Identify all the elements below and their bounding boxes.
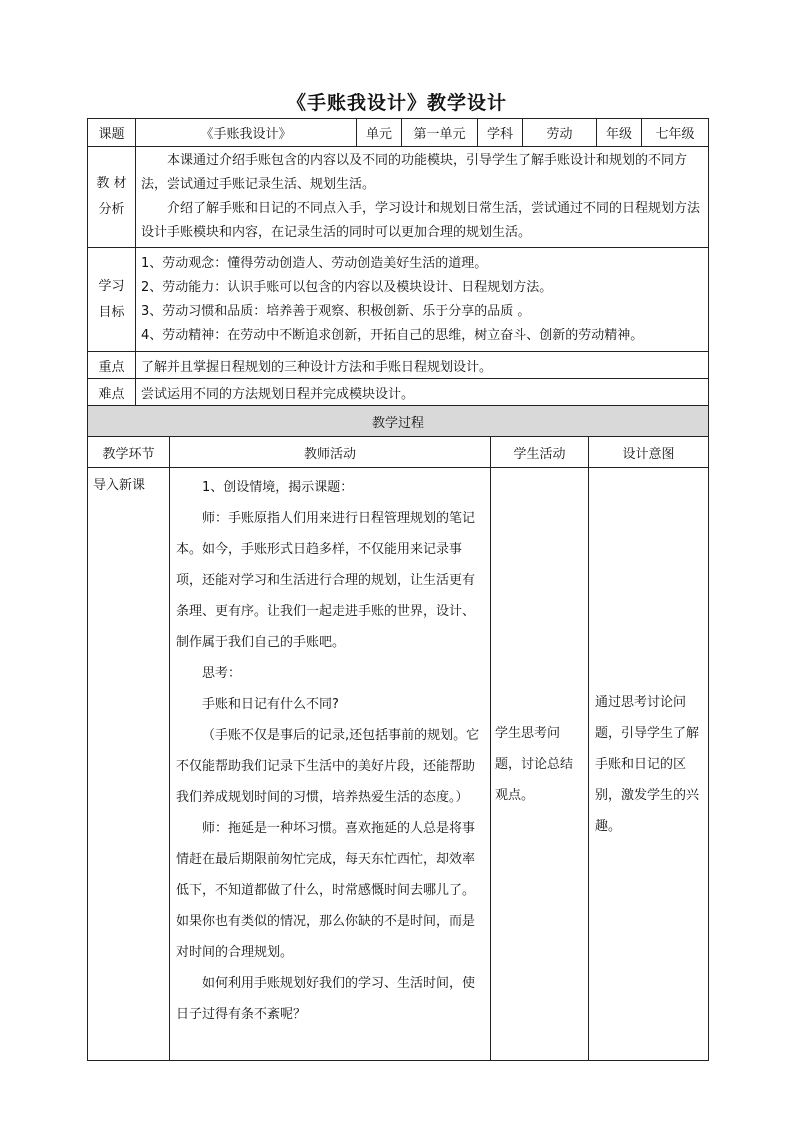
subject-label: 学科 (478, 119, 523, 147)
difficulty-text: 尝试运用不同的方法规划日程并完成模块设计。 (136, 379, 709, 406)
teacher-paragraph: 手账和日记有什么不同? (202, 697, 339, 712)
grade-label: 年级 (597, 119, 642, 147)
goals-content (136, 248, 709, 352)
goals-label: 学习 目标 (88, 248, 136, 352)
unit-label: 单元 (357, 119, 402, 147)
teacher-paragraph: 师：手账原指人们用来进行日程管理规划的笔记本。如今，手账形式日趋多样，不仅能用来记录事项，还能对学习和生活进行合理的规划，让生活更有条理、更有序。让我们一起走进手账的世界，设计、制作属于我们自己的手账吧。 (176, 511, 476, 650)
grade-value: 七年级 (642, 119, 709, 147)
header-teacher: 教师活动 (170, 437, 491, 468)
difficulty-row (88, 379, 709, 406)
topic-value: 《手账我设计》 (136, 119, 357, 147)
info-row (88, 119, 709, 147)
topic-label: 课题 (88, 119, 136, 147)
process-row (88, 468, 709, 1061)
teacher-paragraph: 1、创设情境，揭示课题： (202, 480, 354, 495)
process-table (87, 405, 709, 1061)
key-point-text: 了解并且掌握日程规划的三种设计方法和手账日程规划设计。 (136, 352, 709, 379)
analysis-row (88, 147, 709, 248)
goals-row (88, 248, 709, 352)
key-point-row (88, 352, 709, 379)
teacher-paragraph: （手账不仅是事后的记录,还包括事前的规划。它不仅能帮助我们记录下生活中的美好片段，还能帮助我们养成规划时间的习惯，培养热爱生活的态度。） (176, 728, 480, 805)
header-stage: 教学环节 (88, 437, 170, 468)
teacher-paragraph: 如何利用手账规划好我们的学习、生活时间，使日子过得有条不紊呢？ (176, 976, 476, 1022)
info-table (87, 118, 709, 406)
goal-item: 1、劳动观念：懂得劳动创造人、劳动创造美好生活的道理。 (141, 255, 488, 271)
teacher-activity (170, 468, 491, 1061)
process-header-row (88, 437, 709, 468)
key-point-label: 重点 (88, 352, 136, 379)
analysis-content (136, 147, 709, 248)
header-intent: 设计意图 (589, 437, 709, 468)
analysis-para-1: 本课通过介绍手账包含的内容以及不同的功能模块，引导学生了解手账设计和规划的不同方法，尝试通过手账记录生活、规划生活。 (141, 153, 688, 192)
difficulty-label: 难点 (88, 379, 136, 406)
goal-item: 4、劳动精神：在劳动中不断追求创新，开拓自己的思维，树立奋斗、创新的劳动精神。 (141, 327, 644, 343)
unit-value: 第一单元 (402, 119, 478, 147)
stage-cell: 导入新课 (88, 468, 170, 1061)
teacher-paragraph: 师：拖延是一种坏习惯。喜欢拖延的人总是将事情赶在最后期限前匆忙完成，每天东忙西忙，却效率低下，不知道都做了什么，时常感慨时间去哪儿了。如果你也有类似的情况，那么你缺的不是时间，而是对时间的合理规划。 (176, 821, 476, 960)
teacher-paragraph: 思考： (202, 666, 242, 681)
analysis-para-2: 介绍了解手账和日记的不同点入手，学习设计和规划日常生活，尝试通过不同的日程规划方法设计手账模块和内容，在记录生活的同时可以更加合理的规划生活。 (141, 201, 701, 240)
subject-value: 劳动 (523, 119, 597, 147)
student-activity: 学生思考问题，讨论总结观点。 (491, 468, 589, 1061)
goal-item: 3、劳动习惯和品质：培养善于观察、积极创新、乐于分享的品质 。 (141, 303, 531, 319)
document-title: 《手账我设计》教学设计 (286, 92, 507, 114)
header-student: 学生活动 (491, 437, 589, 468)
goal-item: 2、劳动能力：认识手账可以包含的内容以及模块设计、日程规划方法。 (141, 279, 553, 295)
analysis-label: 教 材 分析 (88, 147, 136, 248)
design-intent: 通过思考讨论问题，引导学生了解手账和日记的区别，激发学生的兴趣。 (589, 468, 709, 1061)
process-title: 教学过程 (88, 406, 709, 437)
